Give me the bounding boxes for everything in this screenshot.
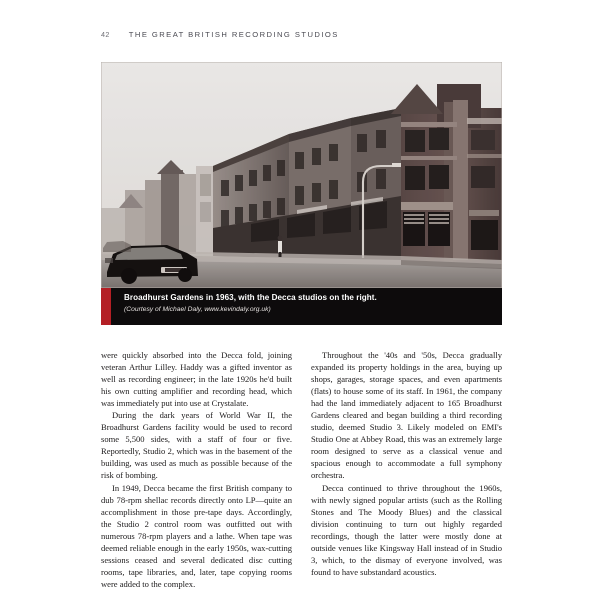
photo-illustration xyxy=(101,62,502,288)
photo-broadhurst-gardens-1963 xyxy=(101,62,502,288)
figure xyxy=(101,62,502,325)
body-columns xyxy=(101,349,502,590)
running-head xyxy=(101,30,339,39)
caption-text-block xyxy=(111,288,502,325)
running-head-title: THE GREAT BRITISH RECORDING STUDIOS xyxy=(128,30,339,39)
paragraph: were quickly absorbed into the Decca fold, joining veteran Arthur Lilley. Haddy was a gifted inventor as well as recording engineer; in the late 1920s he'd built his own cutting amplifier and recording head, which was immediately put into use at Crystalate. xyxy=(101,350,292,409)
figure-caption: Broadhurst Gardens in 1963, with the Decca studios on the right. xyxy=(124,293,377,302)
paragraph: In 1949, Decca became the first British company to dub 78-rpm shellac records directly onto LP—quite an accomplishment in those pre-tape days. Accordingly, the Studio 2 control room was outfitted out with numerous 78-rpm players and a lathe. When tape was deemed reliable enough in the early 1950s, wax-cutting sessions ceased and several dedicated disc cutting rooms, tape libraries, and, later, tape copying rooms were added to the complex. xyxy=(101,482,292,589)
right-column xyxy=(311,349,502,590)
left-column xyxy=(101,349,292,590)
paragraph: Throughout the '40s and '50s, Decca gradually expanded its property holdings in the area, buying up shops, garages, storage spaces, and even apartments (flats) to house some of its staff. In 1961, the company had the land immediately adjacent to 165 Broadhurst Gardens cleared and began building a third recording studio, deemed Studio 3. Likely modeled on EMI's Studio One at Abbey Road, this was an extremely large room designed to serve as a classical venue and spacious enough to accommodate a full symphony orchestra. xyxy=(311,350,502,481)
caption-accent-bar xyxy=(101,288,111,325)
paragraph: Decca continued to thrive throughout the 1960s, with newly signed popular artists (such as the Rolling Stones and The Moody Blues) and the classical division continuing to turn out highly regarded recordings, though the latter were mostly done at outside venues like Kingsway Hall instead of in Studio 3, which, to the dismay of everyone involved, was found to have substandard acoustics. xyxy=(311,482,502,577)
paragraph: During the dark years of World War II, the Broadhurst Gardens facility would be used to record some 5,500 sides, with a staff of four or five. Reportedly, Studio 2, which was in the basement of the building, was used as much as possible because of the risk of bombing. xyxy=(101,410,292,481)
figure-credit: (Courtesy of Michael Daly, www.kevindaly.org.uk) xyxy=(124,305,271,313)
figure-caption-bar xyxy=(101,288,502,325)
page-number: 42 xyxy=(101,30,110,39)
